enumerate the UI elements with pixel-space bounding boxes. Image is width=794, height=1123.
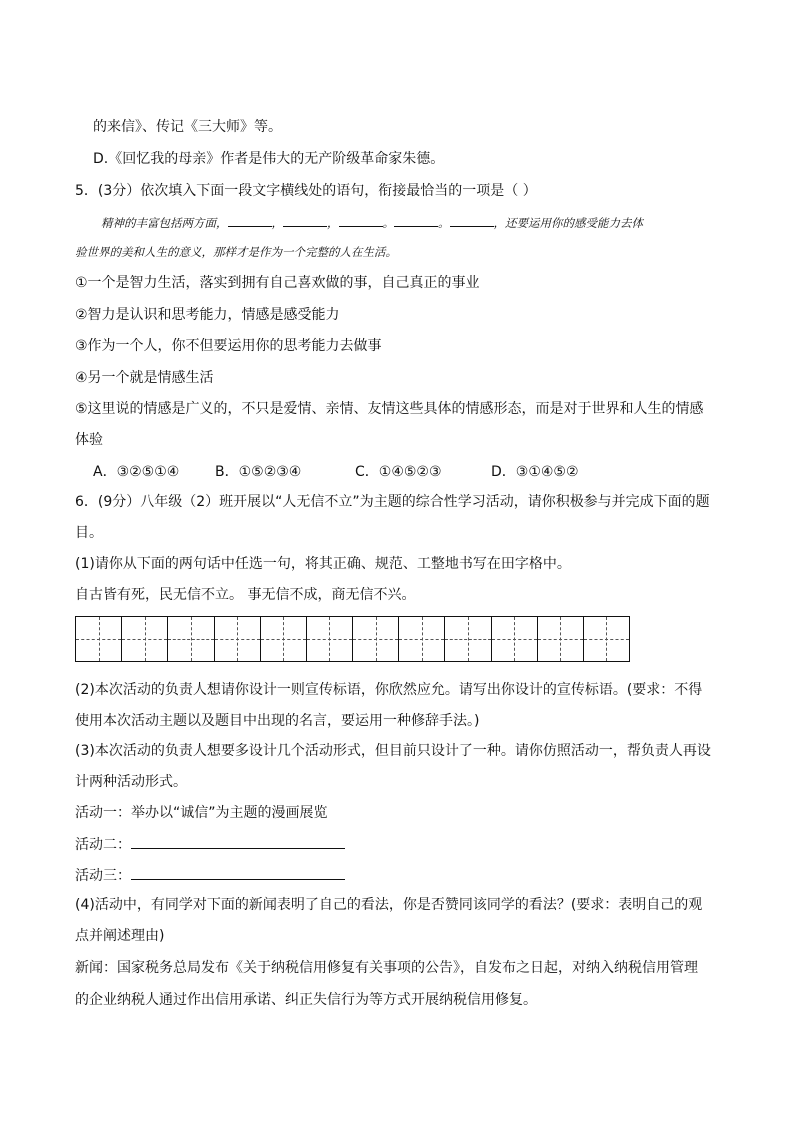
text-line: 的来信》、传记《三大师》等。 [93, 119, 282, 135]
quote-sentences: 自古皆有死，民无信不立。 事无信不成，商无信不兴。 [75, 587, 416, 603]
option-d-line: D.《回忆我的母亲》作者是伟大的无产阶级革命家朱德。 [93, 151, 445, 167]
grid-cell[interactable] [538, 617, 584, 661]
grid-cell[interactable] [76, 617, 122, 661]
option-item-1: ①一个是智力生活，落实到拥有自己喜欢做的事，自己真正的事业 [75, 275, 480, 291]
answer-option-c[interactable]: C．①④⑤②③ [355, 464, 442, 480]
fill-blank[interactable] [394, 212, 438, 227]
grid-cell[interactable] [122, 617, 168, 661]
activity-2-label: 活动二： [75, 837, 131, 853]
grid-cell[interactable] [445, 617, 491, 661]
grid-cell[interactable] [492, 617, 538, 661]
passage-text: ， [271, 216, 283, 230]
passage-text: ，还要运用你的感受能力去体 [493, 216, 643, 230]
subquestion-4-cont: 点并阐述理由) [75, 928, 165, 944]
option-item-2: ②智力是认识和思考能力，情感是感受能力 [75, 307, 340, 323]
activity-2-row [75, 834, 735, 855]
passage-line-2: 验世界的美和人生的意义，那样才是作为一个完整的人在生活。 [75, 245, 397, 259]
option-item-5-cont: 体验 [75, 432, 103, 448]
passage-text: 。 [382, 216, 394, 230]
activity-3-label: 活动三： [75, 868, 131, 884]
subquestion-2-cont: 使用本次活动主题以及题目中出现的名言，要运用一种修辞手法。) [75, 713, 480, 729]
grid-cell[interactable] [353, 617, 399, 661]
passage-text: 精神的丰富包括两方面， [101, 216, 228, 230]
fill-blank[interactable] [228, 212, 272, 227]
option-item-4: ④另一个就是情感生活 [75, 370, 214, 386]
subquestion-3: (3)本次活动的负责人想要多设计几个活动形式，但目前只设计了一种。请你仿照活动一，帮负责人再设 [75, 743, 711, 759]
subquestion-2: (2)本次活动的负责人想请你设计一则宣传标语，你欣然应允。请写出你设计的宣传标语。(要求：不得 [75, 682, 703, 698]
grid-cell[interactable] [307, 617, 353, 661]
option-item-3: ③作为一个人，你不但要运用你的思考能力去做事 [75, 338, 382, 354]
activity-3-answer-line[interactable] [131, 865, 345, 880]
question-5-stem: 5．(3分）依次填入下面一段文字横线处的语句，衔接最恰当的一项是（ ） [75, 183, 537, 199]
subquestion-4: (4)活动中，有同学对下面的新闻表明了自己的看法，你是否赞同该同学的看法？(要求：表明自己的观 [75, 897, 703, 913]
activity-3-row [75, 865, 735, 886]
question-6-stem-cont: 目。 [75, 525, 103, 541]
subquestion-1: (1)请你从下面的两句话中任选一句，将其正确、规范、工整地书写在田字格中。 [75, 556, 571, 572]
grid-cell[interactable] [215, 617, 261, 661]
news-text-cont: 的企业纳税人通过作出信用承诺、纠正失信行为等方式开展纳税信用修复。 [75, 992, 537, 1008]
passage-line-1 [101, 212, 761, 233]
option-item-5: ⑤这里说的情感是广义的，不只是爱情、亲情、友情这些具体的情感形态，而是对于世界和人生的情感 [75, 401, 704, 417]
passage-text: ， [327, 216, 339, 230]
activity-1: 活动一：举办以“诚信”为主题的漫画展览 [75, 805, 328, 821]
tianzige-grid[interactable] [75, 616, 630, 662]
grid-cell[interactable] [261, 617, 307, 661]
grid-cell[interactable] [399, 617, 445, 661]
answer-options [93, 462, 733, 482]
question-6-stem: 6．(9分）八年级（2）班开展以“人无信不立”为主题的综合性学习活动，请你积极参与并完成下面的题 [75, 494, 710, 510]
grid-cell[interactable] [168, 617, 214, 661]
answer-option-a[interactable]: A．③②⑤①④ [93, 464, 180, 480]
news-text: 新闻：国家税务总局发布《关于纳税信用修复有关事项的公告》，自发布之日起，对纳入纳税信用管理 [75, 960, 698, 976]
passage-text: 。 [438, 216, 450, 230]
grid-cell[interactable] [584, 617, 629, 661]
subquestion-3-cont: 计两种活动形式。 [75, 774, 187, 790]
answer-option-d[interactable]: D．③①④⑤② [491, 464, 579, 480]
answer-option-b[interactable]: B．①⑤②③④ [215, 464, 302, 480]
fill-blank[interactable] [450, 212, 494, 227]
fill-blank[interactable] [339, 212, 383, 227]
fill-blank[interactable] [283, 212, 327, 227]
activity-2-answer-line[interactable] [131, 834, 345, 849]
